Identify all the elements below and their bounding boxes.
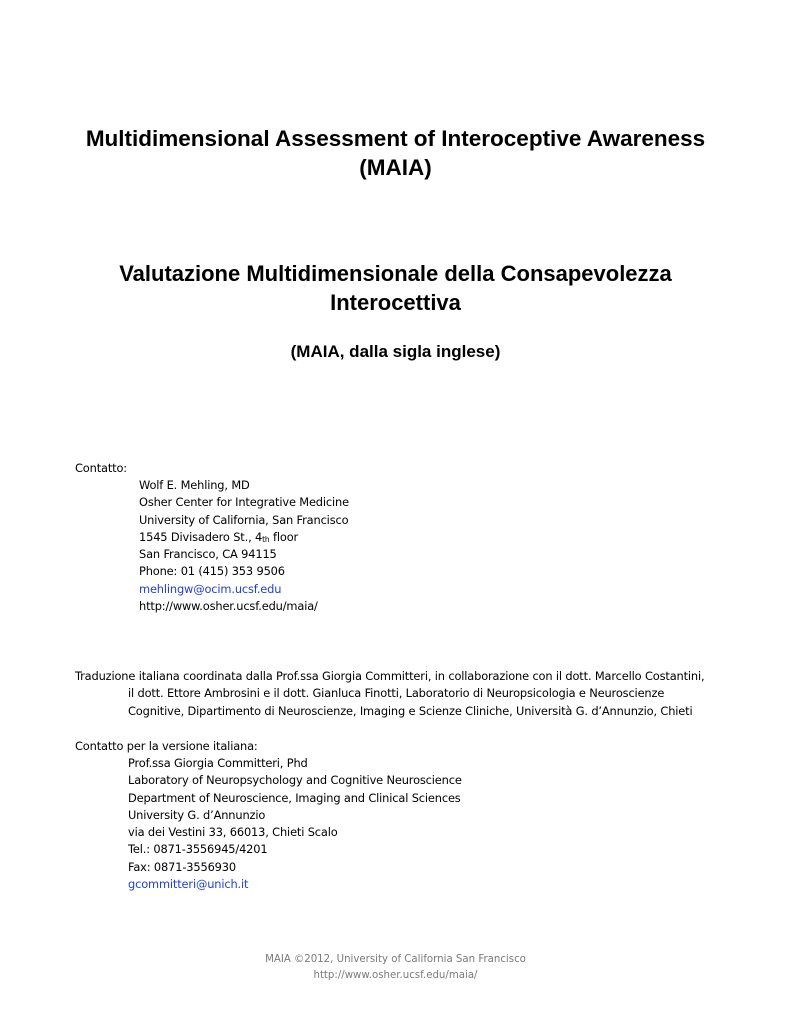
title-english-line1: Multidimensional Assessment of Interoceptive Awareness [85,126,706,151]
contact-it-university: University G. d’Annunzio [128,807,266,822]
subtitle: (MAIA, dalla sigla inglese) [290,342,501,361]
contact-it-block [128,755,462,893]
title-italian-line1: Valutazione Multidimensionale della Consapevolezza [119,261,672,286]
contact-street-post: floor [269,529,299,544]
title-english [0,124,791,182]
translation-line2: il dott. Ettore Ambrosini e il dott. Gianluca Finotti, Laboratorio di Neuropsicologia e Neuroscienze [128,686,665,701]
contact-street [139,529,349,546]
page-footer [0,952,791,984]
contact-it-address: via dei Vestini 33, 66013, Chieti Scalo [128,825,338,840]
title-english-line2: (MAIA) [359,155,432,180]
contact-street-sup: th [262,534,270,544]
contact-it-label: Contatto per la versione italiana: [75,739,258,753]
contact-block [139,477,349,615]
contact-it-lab: Laboratory of Neuropsychology and Cognitive Neuroscience [128,773,462,788]
contact-it-email-link[interactable]: gcommitteri@unich.it [128,877,249,892]
contact-it-fax: Fax: 0871-3556930 [128,859,236,874]
footer-url[interactable]: http://www.osher.ucsf.edu/maia/ [313,970,478,981]
contact-university: University of California, San Francisco [139,512,349,527]
contact-it-name: Prof.ssa Giorgia Committeri, Phd [128,756,308,770]
translation-line3: Cognitive, Dipartimento di Neuroscienze, Imaging e Scienze Cliniche, Università G. d’Annunzio, Chieti [128,703,693,718]
contact-label: Contatto: [75,461,127,475]
contact-it-tel: Tel.: 0871-3556945/4201 [128,842,268,857]
title-italian-line2: Interocettiva [330,290,461,315]
translation-credits [75,668,704,720]
contact-email-link[interactable]: mehlingw@ocim.ucsf.edu [139,581,282,596]
footer-copyright: MAIA ©2012, University of California San Francisco [265,954,526,965]
translation-line1: Traduzione italiana coordinata dalla Prof.ssa Giorgia Committeri, in collaborazione con il dott. Marcello Costantini, [75,669,705,683]
contact-center: Osher Center for Integrative Medicine [139,495,349,510]
contact-street-pre: 1545 Divisadero St., 4 [139,529,263,544]
contact-it-department: Department of Neuroscience, Imaging and Clinical Sciences [128,790,461,805]
contact-name: Wolf E. Mehling, MD [139,478,250,492]
contact-city: San Francisco, CA 94115 [139,547,277,562]
contact-phone: Phone: 01 (415) 353 9506 [139,564,285,579]
contact-url-link[interactable]: http://www.osher.ucsf.edu/maia/ [139,599,318,614]
title-italian [0,259,791,317]
